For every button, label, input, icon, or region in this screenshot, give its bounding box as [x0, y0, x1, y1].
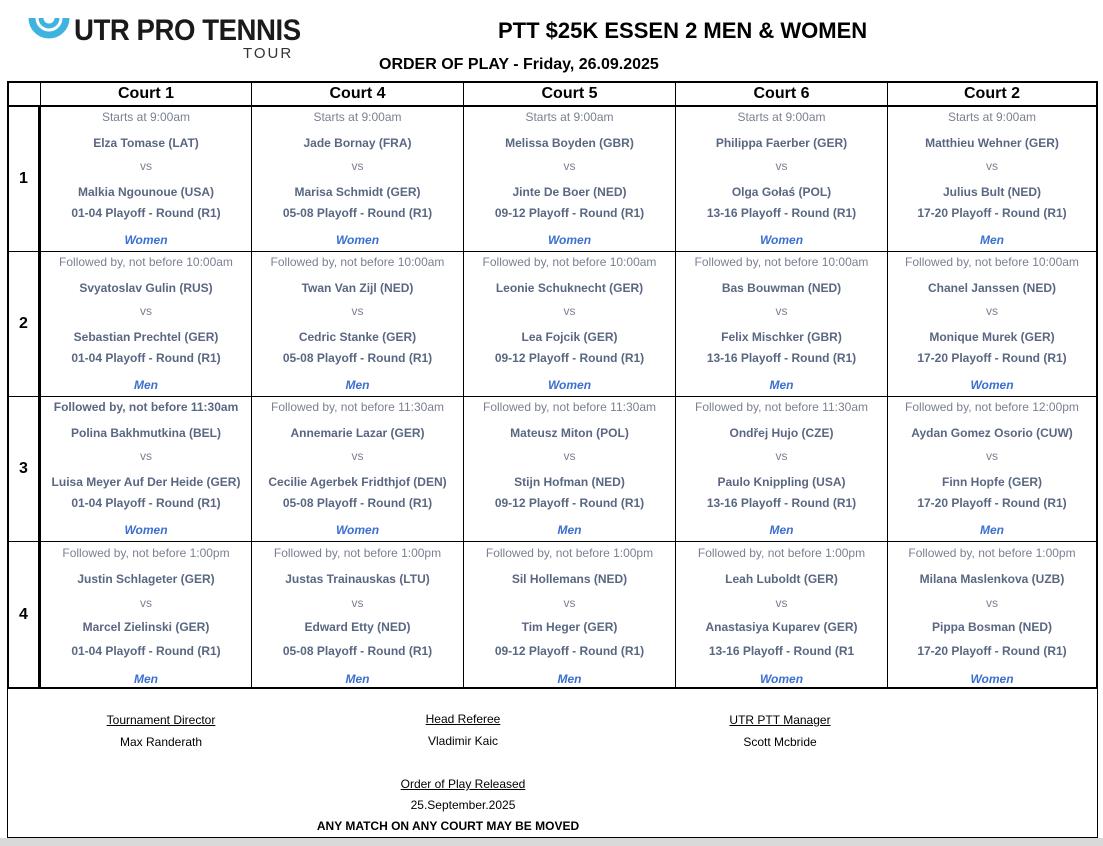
round-label: 05-08 Playoff - Round (R1) [282, 206, 433, 220]
player-two: Sebastian Prechtel (GER) [73, 330, 219, 344]
versus-label: vs [140, 596, 152, 610]
category-label: Men [980, 523, 1004, 537]
player-two: Pippa Bosman (NED) [931, 620, 1052, 634]
round-label: 13-16 Playoff - Round (R1) [706, 206, 857, 220]
player-two: Olga Gołaś (POL) [731, 185, 832, 199]
player-two: Paulo Knippling (USA) [717, 475, 846, 489]
director-label: Tournament Director [106, 713, 216, 727]
category-label: Women [970, 672, 1014, 686]
match-cell [675, 542, 887, 687]
manager-name: Scott Mcbride [743, 735, 817, 749]
manager-label: UTR PTT Manager [729, 713, 831, 727]
player-two: Tim Heger (GER) [521, 620, 618, 634]
versus-label: vs [351, 304, 364, 318]
match-time: Followed by, not before 11:30am [483, 400, 656, 414]
round-label: 09-12 Playoff - Round (R1) [494, 206, 645, 220]
round-label: 01-04 Playoff - Round (R1) [71, 351, 221, 365]
match-cell [675, 252, 887, 396]
released-label: Order of Play Released [400, 777, 526, 791]
player-two: Finn Hopfe (GER) [942, 475, 1042, 489]
player-one: Elza Tomase (LAT) [93, 136, 199, 150]
match-cell [463, 542, 675, 687]
category-label: Men [134, 378, 158, 392]
player-one: Ondřej Hujo (CZE) [729, 426, 834, 440]
match-time: Starts at 9:00am [947, 110, 1037, 124]
versus-label: vs [775, 596, 788, 610]
match-cell [887, 252, 1096, 396]
versus-label: vs [986, 304, 998, 318]
player-one: Aydan Gomez Osorio (CUW) [911, 426, 1073, 440]
match-time: Followed by, not before 1:00pm [62, 546, 230, 560]
court-header: Court 1 [40, 83, 251, 105]
round-label: 09-12 Playoff - Round (R1) [494, 496, 645, 510]
category-label: Men [345, 378, 370, 392]
player-two: Marcel Zielinski (GER) [82, 620, 210, 634]
round-label: 13-16 Playoff - Round (R1) [706, 496, 857, 510]
bottom-bar [0, 838, 1103, 846]
match-cell [463, 107, 675, 251]
player-one: Leah Luboldt (GER) [725, 572, 838, 586]
player-two: Cecilie Agerbek Fridthjof (DEN) [268, 475, 447, 489]
player-one: Annemarie Lazar (GER) [290, 426, 425, 440]
logo-text: UTR PRO TENNIS [74, 14, 301, 47]
round-label: 01-04 Playoff - Round (R1) [71, 644, 221, 658]
player-one: Matthieu Wehner (GER) [925, 136, 1059, 150]
versus-label: vs [563, 159, 576, 173]
player-two: Edward Etty (NED) [304, 620, 411, 634]
match-time: Followed by, not before 1:00pm [697, 546, 866, 560]
slot-number: 1 [9, 107, 40, 251]
category-label: Women [124, 523, 168, 537]
match-slot-row [9, 107, 1096, 252]
player-two: Cedric Stanke (GER) [298, 330, 417, 344]
match-time: Followed by, not before 1:00pm [273, 546, 442, 560]
match-cell [251, 397, 463, 541]
match-cell [463, 252, 675, 396]
versus-label: vs [140, 304, 152, 318]
player-two: Julius Bult (NED) [943, 185, 1041, 199]
category-label: Men [980, 233, 1004, 247]
player-two: Stijn Hofman (NED) [514, 475, 625, 489]
round-label: 13-16 Playoff - Round (R1) [706, 351, 857, 365]
versus-label: vs [986, 159, 998, 173]
match-cell [251, 107, 463, 251]
match-time: Followed by, not before 10:00am [59, 255, 233, 269]
category-label: Women [970, 378, 1014, 392]
versus-label: vs [775, 159, 788, 173]
category-label: Men [769, 523, 794, 537]
order-of-play-grid [7, 81, 1098, 689]
versus-label: vs [351, 449, 364, 463]
round-label: 01-04 Playoff - Round (R1) [71, 496, 221, 510]
player-two: Malkia Ngounoue (USA) [77, 185, 214, 199]
round-label: 05-08 Playoff - Round (R1) [282, 351, 433, 365]
round-label: 17-20 Playoff - Round (R1) [917, 351, 1067, 365]
player-one: Justin Schlageter (GER) [77, 572, 215, 586]
match-slot-row [9, 542, 1096, 687]
versus-label: vs [775, 304, 788, 318]
slot-number: 3 [9, 397, 40, 541]
player-one: Jade Bornay (FRA) [303, 136, 412, 150]
header-corner [9, 83, 40, 105]
player-two: Felix Mischker (GBR) [721, 330, 842, 344]
versus-label: vs [140, 159, 152, 173]
logo-subtext: TOUR [243, 45, 294, 62]
match-cell [887, 107, 1096, 251]
category-label: Men [557, 523, 582, 537]
versus-label: vs [986, 449, 998, 463]
match-cell [887, 397, 1096, 541]
match-cell [463, 397, 675, 541]
round-label: 05-08 Playoff - Round (R1) [282, 496, 433, 510]
versus-label: vs [351, 159, 364, 173]
category-label: Women [547, 233, 592, 247]
match-cell [40, 542, 251, 687]
category-label: Men [134, 672, 158, 686]
versus-label: vs [563, 596, 576, 610]
match-cell [40, 397, 251, 541]
round-label: 17-20 Playoff - Round (R1) [917, 496, 1067, 510]
player-one: Bas Bouwman (NED) [721, 281, 842, 295]
match-time: Starts at 9:00am [525, 110, 614, 124]
match-time: Starts at 9:00am [313, 110, 402, 124]
referee-name: Vladimir Kaic [427, 734, 499, 748]
utr-logo-icon [28, 12, 70, 54]
player-two: Luisa Meyer Auf Der Heide (GER) [51, 475, 241, 489]
player-two: Marisa Schmidt (GER) [294, 185, 421, 199]
page-title: PTT $25K ESSEN 2 MEN & WOMEN [498, 18, 868, 43]
round-label: 13-16 Playoff - Round (R1 [708, 644, 855, 658]
round-label: 09-12 Playoff - Round (R1) [494, 644, 645, 658]
versus-label: vs [563, 304, 576, 318]
round-label: 17-20 Playoff - Round (R1) [917, 206, 1067, 220]
match-time: Followed by, not before 10:00am [694, 255, 869, 269]
match-cell [675, 397, 887, 541]
versus-label: vs [351, 596, 364, 610]
match-cell [251, 252, 463, 396]
category-label: Women [335, 233, 380, 247]
referee-label: Head Referee [425, 712, 501, 726]
slot-number: 2 [9, 252, 40, 396]
released-date: 25.September.2025 [410, 798, 516, 812]
match-cell [251, 542, 463, 687]
versus-label: vs [563, 449, 576, 463]
director-name: Max Randerath [119, 735, 203, 749]
match-time: Followed by, not before 12:00pm [905, 400, 1079, 414]
slot-number: 4 [9, 542, 40, 687]
category-label: Women [759, 233, 804, 247]
player-two: Jinte De Boer (NED) [512, 185, 627, 199]
player-one: Polina Bakhmutkina (BEL) [70, 426, 222, 440]
category-label: Women [124, 233, 168, 247]
court-header: Court 6 [675, 83, 887, 105]
court-header: Court 2 [887, 83, 1096, 105]
match-time: Followed by, not before 11:30am [695, 400, 868, 414]
player-two: Monique Murek (GER) [929, 330, 1055, 344]
versus-label: vs [986, 596, 998, 610]
player-one: Philippa Faerber (GER) [715, 136, 848, 150]
player-one: Justas Trainauskas (LTU) [285, 572, 430, 586]
round-label: 05-08 Playoff - Round (R1) [282, 644, 433, 658]
player-one: Chanel Janssen (NED) [927, 281, 1057, 295]
match-slot-row [9, 252, 1096, 397]
match-time: Followed by, not before 1:00pm [908, 546, 1076, 560]
match-time: Starts at 9:00am [737, 110, 826, 124]
utr-logo [28, 10, 301, 66]
round-label: 01-04 Playoff - Round (R1) [71, 206, 221, 220]
player-one: Milana Maslenkova (UZB) [919, 572, 1065, 586]
court-header: Court 5 [463, 83, 675, 105]
match-time: Followed by, not before 10:00am [270, 255, 445, 269]
player-one: Mateusz Miton (POL) [510, 426, 629, 440]
category-label: Men [769, 378, 794, 392]
match-cell [40, 252, 251, 396]
match-time: Starts at 9:00am [101, 110, 191, 124]
category-label: Men [557, 672, 582, 686]
match-cell [40, 107, 251, 251]
match-slot-row [9, 397, 1096, 542]
court-header-row [9, 83, 1096, 107]
versus-label: vs [775, 449, 788, 463]
move-note: ANY MATCH ON ANY COURT MAY BE MOVED [316, 819, 580, 833]
player-one: Melissa Boyden (GBR) [505, 136, 634, 150]
page-subtitle: ORDER OF PLAY - Friday, 26.09.2025 [379, 56, 659, 73]
player-one: Leonie Schuknecht (GER) [495, 281, 644, 295]
player-one: Sil Hollemans (NED) [511, 572, 628, 586]
round-label: 09-12 Playoff - Round (R1) [494, 351, 645, 365]
category-label: Men [345, 672, 370, 686]
category-label: Women [547, 378, 592, 392]
match-time: Followed by, not before 11:30am [271, 400, 444, 414]
player-one: Svyatoslav Gulin (RUS) [79, 281, 213, 295]
match-cell [675, 107, 887, 251]
player-one: Twan Van Zijl (NED) [301, 281, 414, 295]
category-label: Women [335, 523, 380, 537]
player-two: Lea Fojcik (GER) [521, 330, 618, 344]
footer [7, 689, 1098, 838]
match-time: Followed by, not before 10:00am [482, 255, 657, 269]
match-time: Followed by, not before 10:00am [905, 255, 1079, 269]
versus-label: vs [140, 449, 152, 463]
match-time: Followed by, not before 1:00pm [485, 546, 654, 560]
match-time: Followed by, not before 11:30am [53, 400, 239, 414]
player-two: Anastasiya Kuparev (GER) [705, 620, 858, 634]
court-header: Court 4 [251, 83, 463, 105]
round-label: 17-20 Playoff - Round (R1) [917, 644, 1067, 658]
category-label: Women [759, 672, 804, 686]
match-cell [887, 542, 1096, 687]
